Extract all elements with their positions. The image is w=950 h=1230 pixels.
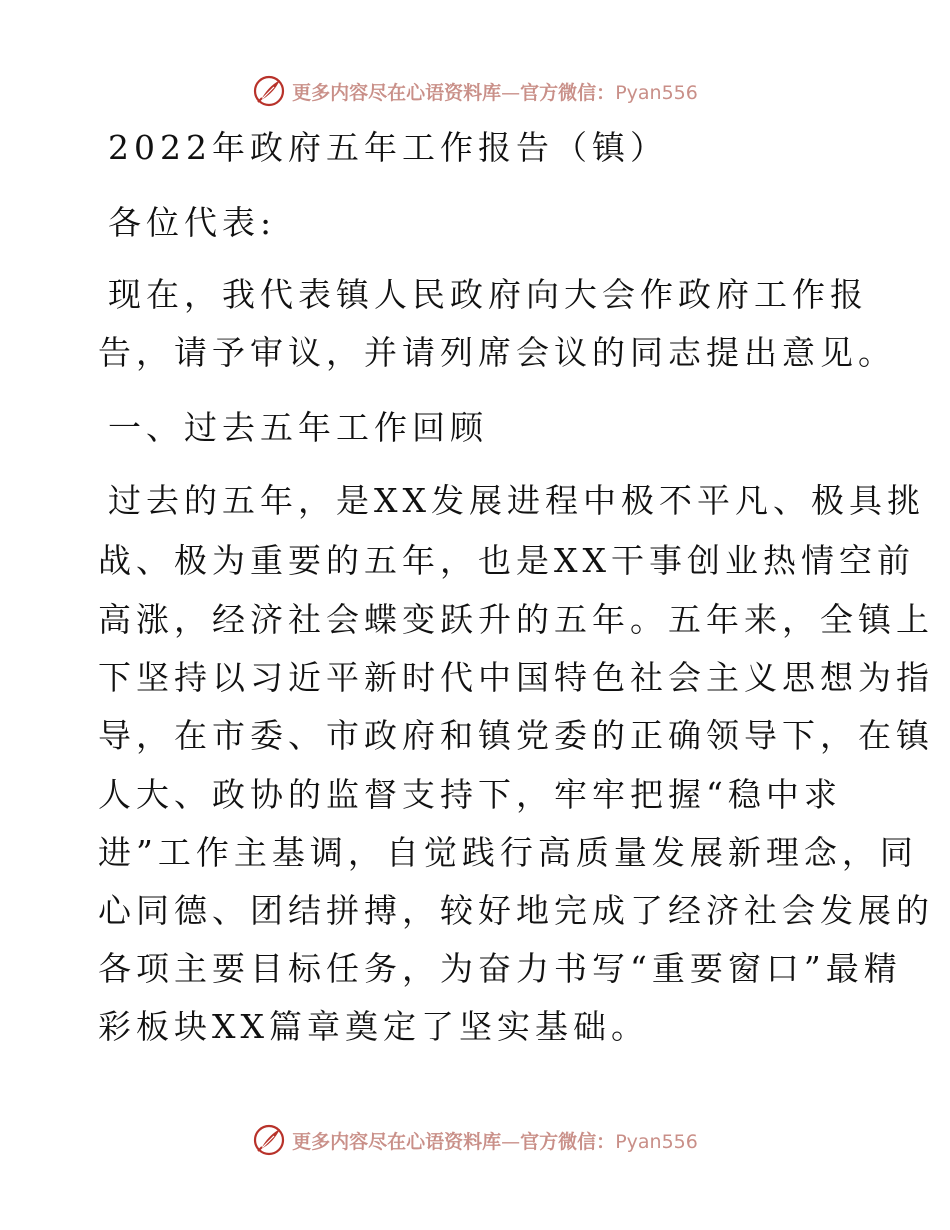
body-line-8: 心同德、团结拼搏，较好地完成了经济社会发展的 [98, 891, 934, 930]
watermark-text [292, 1127, 698, 1154]
watermark-footer [0, 1122, 950, 1158]
watermark-account: Pyan556 [615, 81, 698, 104]
watermark-brand: 更多内容尽在心语资料库 [292, 1130, 502, 1153]
body-line-7: 进”工作主基调，自觉践行高质量发展新理念，同 [98, 833, 918, 872]
watermark-brand: 更多内容尽在心语资料库 [292, 81, 502, 104]
watermark-dash: — [501, 81, 521, 104]
body-line-6: 人大、政协的监督支持下，牢牢把握“稳中求 [98, 775, 842, 814]
salutation: 各位代表: [108, 203, 277, 242]
watermark-label: 官方微信： [520, 81, 616, 104]
watermark-dash: — [501, 1130, 521, 1153]
body-line-10: 彩板块XX篇章奠定了坚实基础。 [98, 1007, 649, 1046]
body-line-3: 高涨，经济社会蝶变跃升的五年。五年来，全镇上 [98, 600, 934, 639]
body-line-2: 战、极为重要的五年，也是XX干事创业热情空前 [98, 541, 915, 580]
intro-line-1: 现在，我代表镇人民政府向大会作政府工作报 [108, 275, 868, 314]
feather-pen-logo-icon [252, 1123, 286, 1157]
section-heading: 一、过去五年工作回顾 [108, 408, 488, 447]
document-title: 2022年政府五年工作报告（镇） [108, 128, 668, 167]
intro-line-2: 告，请予审议，并请列席会议的同志提出意见。 [98, 333, 896, 372]
watermark-account: Pyan556 [615, 1130, 698, 1153]
body-line-9: 各项主要目标任务，为奋力书写“重要窗口”最精 [98, 949, 902, 988]
body-line-5: 导，在市委、市政府和镇党委的正确领导下，在镇 [98, 716, 934, 755]
body-line-4: 下坚持以习近平新时代中国特色社会主义思想为指 [98, 658, 934, 697]
watermark-label: 官方微信： [520, 1130, 616, 1153]
body-line-1: 过去的五年，是XX发展进程中极不平凡、极具挑 [108, 481, 925, 520]
